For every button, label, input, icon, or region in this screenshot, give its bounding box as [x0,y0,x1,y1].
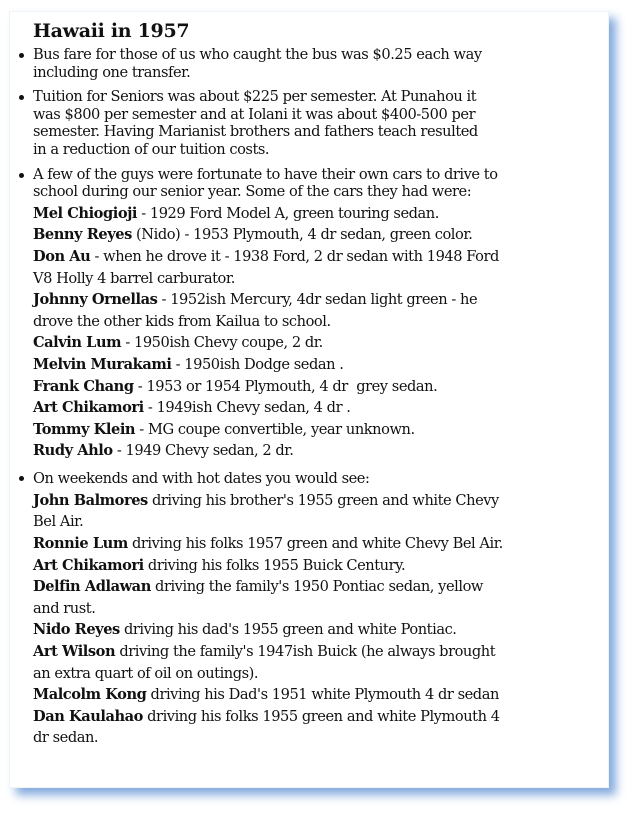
text-line: On weekends and with hot dates you would see: [33,469,370,487]
text-line [33,376,602,398]
person-name: Mel Chiogioji [33,204,138,222]
bullet-icon [19,95,24,100]
list-item [33,397,602,419]
person-name: Frank Chang [33,377,134,395]
weekend-car-list [33,490,602,749]
car-description: driving his folks 1957 green and white Chevy Bel Air. [127,535,503,553]
person-name: Melvin Murakami [33,355,172,373]
person-name: Malcolm Kong [33,686,147,704]
car-description: - 1950ish Dodge sedan . [171,355,344,373]
text-line: semester. Having Marianist brothers and fathers teach resulted [33,123,478,141]
list-item [33,576,602,619]
list-item [33,684,602,706]
document-panel [9,11,609,788]
bullet-icon [19,173,24,178]
text-line [33,224,602,246]
list-item [33,706,602,749]
list-item [33,440,602,462]
text-line [33,684,602,706]
text-line [33,419,602,441]
bullet-bus-fare [17,46,602,81]
bullet-weekend-cars [17,469,602,749]
text-line: dr sedan. [33,729,99,747]
text-line: in a reduction of our tuition costs. [33,140,270,158]
person-name: Delfin Adlawan [33,578,151,596]
person-name: Calvin Lum [33,334,122,352]
list-item [33,224,602,246]
person-name: Art Chikamori [33,399,144,417]
person-name: Ronnie Lum [33,535,128,553]
car-description: driving his dad's 1955 green and white Pontiac. [119,621,457,639]
list-item [33,332,602,354]
car-description: driving the family's 1947ish Buick (he always brought [115,643,496,661]
bullet-icon [19,476,24,481]
page-title: Hawaii in 1957 [33,20,190,42]
list-item [33,354,602,376]
text-line [33,490,602,512]
list-item [33,641,602,684]
car-description: - 1929 Ford Model A, green touring sedan. [137,204,439,222]
car-description: - 1953 or 1954 Plymouth, 4 dr grey sedan. [133,377,438,395]
list-item [33,419,602,441]
bullet-icon [19,53,24,58]
text-line: Tuition for Seniors was about $225 per semester. At Punahou it [33,88,477,106]
text-line [33,332,602,354]
car-description: driving the family's 1950 Pontiac sedan, yellow [150,578,483,596]
car-description: - 1949 Chevy sedan, 2 dr. [112,442,294,460]
car-description: driving his folks 1955 Buick Century. [143,556,406,574]
car-description: - 1949ish Chevy sedan, 4 dr . [143,399,351,417]
text-line [33,246,602,268]
text-line [33,354,602,376]
text-line: drove the other kids from Kailua to school. [33,312,331,330]
list-item [33,533,602,555]
text-line [33,641,602,663]
list-item [33,619,602,641]
text-line: including one transfer. [33,63,191,81]
text-line: was $800 per semester and at Iolani it was about $400-500 per [33,105,476,123]
text-line: V8 Holly 4 barrel carburator. [33,269,235,287]
bullet-list [17,46,602,756]
person-name: Tommy Klein [33,420,136,438]
text-line: A few of the guys were fortunate to have their own cars to drive to [33,165,498,183]
car-description: driving his folks 1955 green and white Plymouth 4 [142,707,500,725]
car-list [33,203,602,462]
list-item [33,490,602,533]
list-item [33,376,602,398]
person-name: Don Au [33,247,91,265]
text-line [33,440,602,462]
car-description: (Nido) - 1953 Plymouth, 4 dr sedan, green color. [131,226,473,244]
intro [33,469,602,488]
bullet-tuition [17,88,602,158]
car-description: - 1952ish Mercury, 4dr sedan light green - he [157,291,478,309]
list-item [33,246,602,289]
text-line: an extra quart of oil on outings). [33,664,259,682]
person-name: Dan Kaulahao [33,707,143,725]
list-item [33,203,602,225]
text-line [33,576,602,598]
car-description: driving his brother's 1955 green and white Chevy [147,491,499,509]
text-line: school during our senior year. Some of the cars they had were: [33,183,472,201]
person-name: John Balmores [33,491,148,509]
text-line [33,203,602,225]
text-line [33,533,602,555]
text-line [33,289,602,311]
person-name: Art Wilson [33,643,116,661]
person-name: Art Chikamori [33,556,144,574]
text-line [33,555,602,577]
text-line [33,397,602,419]
car-description: - MG coupe convertible, year unknown. [135,420,415,438]
car-description: - 1950ish Chevy coupe, 2 dr. [121,334,323,352]
person-name: Rudy Ahlo [33,442,113,460]
bullet-student-cars [17,166,602,462]
list-item [33,289,602,332]
person-name: Benny Reyes [33,226,132,244]
text-line [33,619,602,641]
car-description: - when he drove it - 1938 Ford, 2 dr sedan with 1948 Ford [90,247,499,265]
text-line: Bel Air. [33,513,84,531]
list-item [33,555,602,577]
person-name: Nido Reyes [33,621,120,639]
person-name: Johnny Ornellas [33,291,158,309]
text-line [33,706,602,728]
car-description: driving his Dad's 1951 white Plymouth 4 dr sedan [146,686,499,704]
text-line: and rust. [33,599,96,617]
text-line: Bus fare for those of us who caught the bus was $0.25 each way [33,46,482,63]
